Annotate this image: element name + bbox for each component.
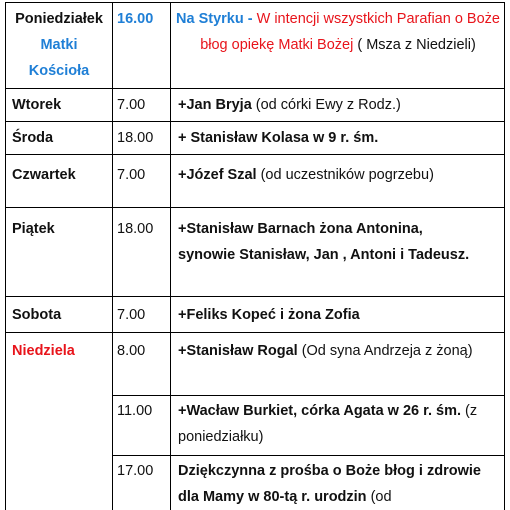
intent-cell xyxy=(178,92,496,118)
day-cell: Czwartek xyxy=(12,167,76,183)
intent-cell xyxy=(178,162,496,188)
day-cell: Wtorek xyxy=(12,97,62,113)
day-cell: Niedziela xyxy=(12,343,75,359)
intent-name: Dziękczynna z prośba o Boże błog i zdrowie dla Mamy w 80-tą r. urodzin xyxy=(178,463,481,505)
time-cell: 16.00 xyxy=(117,11,154,27)
day-name: Poniedziałek xyxy=(15,11,103,27)
intent-name: +Józef Szal xyxy=(178,167,257,183)
time-cell: 18.00 xyxy=(117,130,154,146)
time-cell: 11.00 xyxy=(117,403,153,419)
intent-note: (od córki Ewy z Rodz.) xyxy=(251,97,401,113)
intent-note: (z poniedziałku) xyxy=(178,403,478,445)
intent-cell: +Feliks Kopeć i żona Zofia xyxy=(178,307,360,323)
intent-name: +Jan Bryja xyxy=(178,97,252,113)
day-cell: Piątek xyxy=(12,221,55,237)
intent-cell xyxy=(176,6,500,58)
intent-text: W intencji wszystkich Parafian o Boże błog opiekę Matki Bożej xyxy=(200,11,500,53)
day-subtitle: Matki xyxy=(40,37,78,53)
intent-cell xyxy=(178,338,494,364)
time-cell: 7.00 xyxy=(117,307,146,323)
time-cell: 8.00 xyxy=(117,343,146,359)
intent-location: Na Styrku - xyxy=(176,11,257,27)
time-cell: 18.00 xyxy=(117,221,154,237)
intent-cell xyxy=(178,398,496,450)
time-cell: 7.00 xyxy=(117,97,146,113)
intent-cell: + Stanisław Kolasa w 9 r. śm. xyxy=(178,130,379,146)
intent-name: +Stanisław Rogal xyxy=(178,343,298,359)
day-cell: Sobota xyxy=(12,307,62,323)
intent-note: (Od syna Andrzeja z żoną) xyxy=(297,343,473,359)
intent-note: (od uczestników pogrzebu) xyxy=(256,167,434,183)
intent-cell xyxy=(178,458,498,510)
time-cell: 7.00 xyxy=(117,167,146,183)
intent-note: (od xyxy=(366,489,392,505)
day-cell xyxy=(8,6,110,84)
intent-cell: +Stanisław Barnach żona Antonina, synowie Stanisław, Jan , Antoni i Tadeusz. xyxy=(178,221,470,263)
day-subtitle: Kościoła xyxy=(28,63,90,79)
day-cell: Środa xyxy=(12,130,54,146)
intent-note: ( Msza z Niedzieli) xyxy=(353,37,476,53)
intent-name: +Wacław Burkiet, córka Agata w 26 r. śm. xyxy=(178,403,462,419)
time-cell: 17.00 xyxy=(117,463,154,479)
